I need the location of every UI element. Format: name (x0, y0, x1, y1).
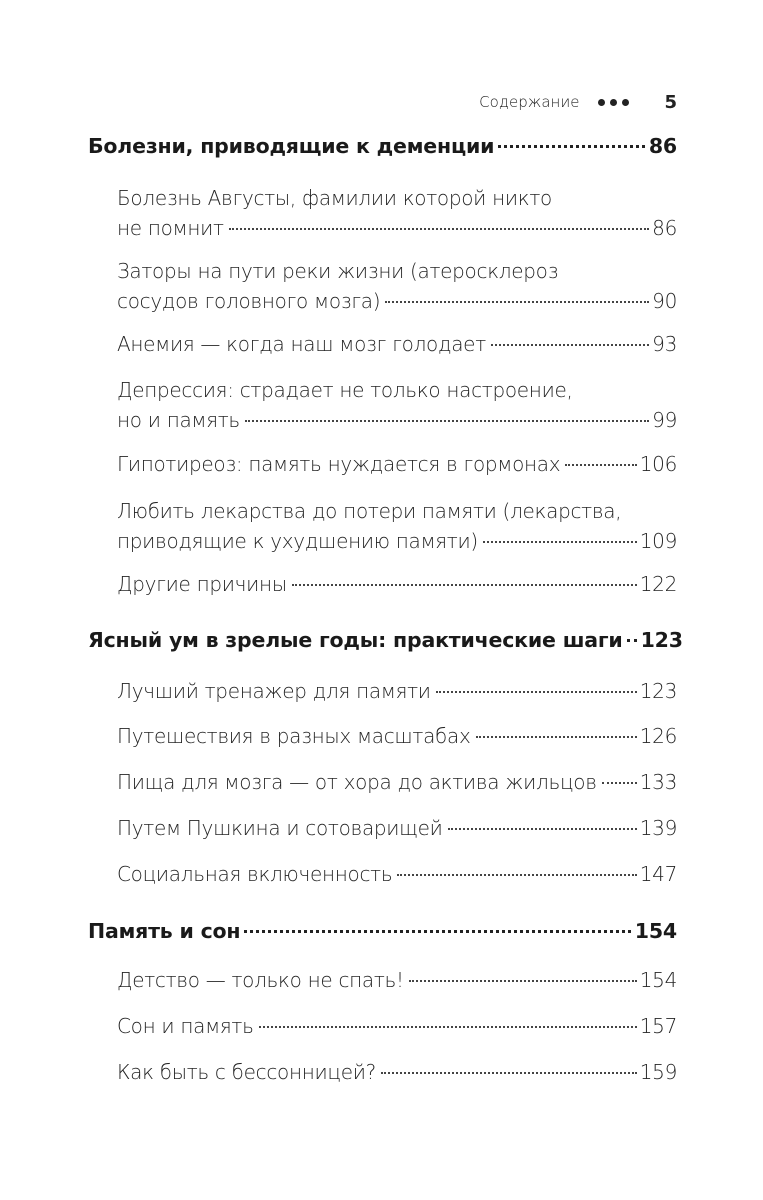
entry-title-line: Пища для мозга — от хора до актива жильцов (117, 770, 597, 794)
running-head (479, 88, 677, 116)
toc-entry[interactable] (117, 1057, 677, 1087)
entry-title-line: но и память (117, 408, 240, 432)
entry-page-number: 126 (639, 724, 677, 748)
entry-page-number: 154 (639, 968, 677, 992)
entry-title-line: Путем Пушкина и сотоварищей (117, 816, 443, 840)
entry-title-line: Лучший тренажер для памяти (117, 679, 431, 703)
entry-title-line: Путешествия в разных масштабах (117, 724, 471, 748)
dot-leader (483, 541, 637, 543)
toc-entry[interactable] (117, 183, 677, 243)
dot-leader (397, 874, 636, 876)
dot-leader (244, 930, 630, 933)
chapter-page-number: 154 (634, 919, 677, 943)
toc-entry[interactable] (117, 767, 677, 797)
toc-chapter-heading[interactable] (88, 919, 677, 943)
dot-leader (448, 828, 637, 830)
entry-title-line: сосудов головного мозга) (117, 289, 381, 313)
entry-title-line: Социальная включенность (117, 862, 393, 886)
toc-chapter-heading[interactable] (88, 628, 683, 652)
dot-leader (292, 584, 637, 586)
entry-title-line: Любить лекарства до потери памяти (лекарства, (117, 499, 622, 523)
toc-entry[interactable] (117, 569, 677, 599)
running-head-title: Содержание (479, 93, 580, 111)
chapter-page-number: 86 (648, 134, 677, 158)
ornament-dots-icon (593, 99, 629, 106)
toc-entry[interactable] (117, 256, 677, 316)
dot-leader (491, 344, 649, 346)
entry-page-number: 122 (639, 572, 677, 596)
chapter-page-number: 123 (640, 628, 683, 652)
entry-page-number: 93 (652, 332, 677, 356)
toc-entry[interactable] (117, 721, 677, 751)
dot-leader (476, 736, 637, 738)
entry-title-line: Как быть с бессонницей? (117, 1060, 376, 1084)
toc-entry[interactable] (117, 813, 677, 843)
entry-title-line: Другие причины (117, 572, 287, 596)
entry-page-number: 133 (639, 770, 677, 794)
entry-title-line: Болезнь Августы, фамилии которой никто (117, 186, 552, 210)
entry-page-number: 139 (639, 816, 677, 840)
toc-entry[interactable] (117, 1011, 677, 1041)
toc-entry[interactable] (117, 965, 677, 995)
toc-entry[interactable] (117, 496, 677, 556)
dot-leader (409, 980, 637, 982)
toc-entry[interactable] (117, 859, 677, 889)
entry-title-line: Заторы на пути реки жизни (атеросклероз (117, 259, 559, 283)
entry-page-number: 123 (639, 679, 677, 703)
dot-leader (381, 1072, 637, 1074)
toc-entry[interactable] (117, 676, 677, 706)
entry-title-line: Детство — только не спать! (117, 968, 404, 992)
entry-page-number: 159 (639, 1060, 677, 1084)
entry-page-number: 106 (639, 452, 677, 476)
dot-leader (627, 639, 637, 642)
chapter-title: Память и сон (88, 919, 241, 943)
dot-leader (498, 145, 645, 148)
toc-entry[interactable] (117, 449, 677, 479)
toc-entry[interactable] (117, 375, 677, 435)
entry-title-line: приводящие к ухудшению памяти) (117, 529, 478, 553)
book-page (88, 0, 683, 1200)
chapter-title: Ясный ум в зрелые годы: практические шаги (88, 628, 623, 652)
entry-page-number: 99 (652, 408, 677, 432)
chapter-title: Болезни, приводящие к деменции (88, 134, 495, 158)
entry-page-number: 86 (652, 216, 677, 240)
toc-chapter-heading[interactable] (88, 134, 677, 158)
entry-title-line: Сон и память (117, 1014, 254, 1038)
entry-title-line: Гипотиреоз: память нуждается в гормонах (117, 452, 561, 476)
dot-leader (229, 228, 649, 230)
entry-title-line: не помнит (117, 216, 224, 240)
entry-page-number: 157 (639, 1014, 677, 1038)
entry-page-number: 109 (639, 529, 677, 553)
dot-leader (259, 1026, 637, 1028)
page-number: 5 (664, 91, 677, 113)
dot-leader (565, 464, 636, 466)
dot-leader (385, 301, 649, 303)
entry-title-line: Анемия — когда наш мозг голодает (117, 332, 486, 356)
entry-title-line: Депрессия: страдает не только настроение, (117, 378, 573, 402)
toc-entry[interactable] (117, 329, 677, 359)
entry-page-number: 90 (652, 289, 677, 313)
dot-leader (245, 420, 649, 422)
entry-page-number: 147 (639, 862, 677, 886)
dot-leader (436, 691, 637, 693)
dot-leader (602, 782, 637, 784)
